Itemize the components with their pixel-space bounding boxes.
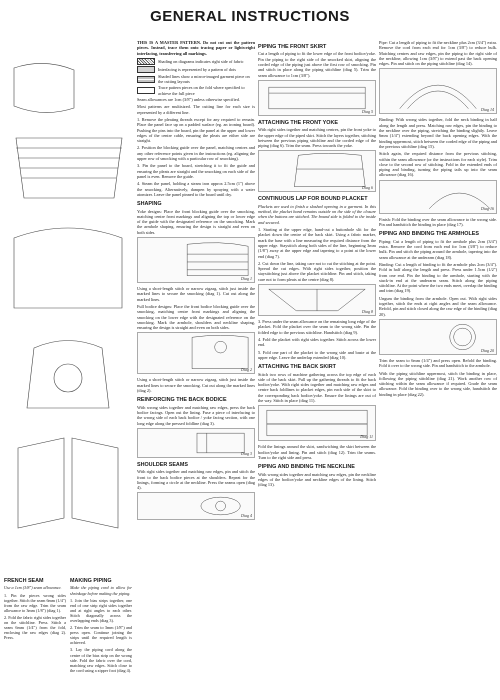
legend-row — [137, 74, 255, 85]
armhole-heading: PIPING AND BINDING THE ARMHOLES — [379, 231, 479, 238]
diagram-caption: Diag 2 — [241, 367, 252, 373]
diagram-11-svg — [259, 406, 375, 440]
diagram-caption: Diag 14 — [481, 107, 494, 113]
attaching-front-heading: ATTACHING THE FRONT YOKE — [258, 119, 338, 126]
placket-text-3: 3. Press under the seam allowance on the remaining long edge of the placket. Fold the placket over the seam to the wrong side. Pin the folded edge to the previous stitchline. Handstitch (diag 9). — [258, 319, 377, 335]
neckline-text: With wrong sides together and matching raw edges, pin the neckline edges of the bodice/yoke and neckline edges of the lining. Stitch (diag 13). — [258, 471, 376, 488]
diagram-caption: Diag 5 — [362, 108, 373, 114]
placket-text-4: 4. Fold the placket with right sides together. Stitch across the lower end. — [258, 336, 376, 348]
diagram-16-svg — [380, 181, 496, 213]
bottom-left-columns — [4, 574, 132, 675]
armhole-text-4: With the piping stitchline uppermost, stitch the binding in place, following the piping stitchline (diag 21). Work another row of stitching within the seam allowance if required. Grade the seam allowance. Fold the binding over to the wrong side, handstitch the binding in place (diag 22). — [379, 370, 497, 397]
piping-neck-text: Pipe: Cut a length of piping to fit the neckline plus 2cm (3/4") extra. Remove the cord from each end for 1cm (3/8") to reduce bulk. Matching centres and raw edges, pin the piping to the right side of the neckline, allowing 1cm (3/8") to extend past the back opening edges. Pin and stitch on the piping stitchline (diag 14). — [379, 40, 497, 67]
diagram-11 — [258, 405, 376, 441]
step-2: 2. Position the blocking guide over the panel, matching centres and any other reference points given in the instructions (eg. aligning the upper row of smocking with a particular row of smocking). — [137, 145, 255, 162]
diagram-caption: Diag 6 — [362, 185, 373, 191]
diagram-2 — [137, 332, 255, 374]
armhole-binding: Binding: Cut a length of binding to fit the armhole plus 2cm (3/4"). Fold in half along the length and press. Press under 1.5cm (1/2") from one end. Pin the binding to the armhole, starting with the stuck-in end at the underarm seam. Stitch along the piping stitchline. At the point where the two ends meet, overlap the binding and trim (diag 19). — [379, 261, 497, 294]
attaching-front-text: With right sides together and matching centres, pin the front yoke to the upper edge of the piped skirt. Stitch the layers together, stitching between the previous piping stitchline and the corded edge of the piping (diag 6). Trim the seam. Press towards the yoke. — [258, 127, 376, 149]
legend-row — [137, 66, 255, 73]
attaching-back-heading: ATTACHING THE BACK SKIRT — [258, 364, 336, 371]
diagram-caption: Diag 1 — [241, 275, 252, 281]
diagram-5-svg — [259, 81, 375, 115]
diagram-3-svg — [138, 429, 254, 457]
attaching-back-text: Stitch two rows of machine gathering across the top edge of each side of the back skirt. Pull up the gathering threads to fit the back bodice/yoke. With right sides together and matching raw edges and centre back foldlines to placket edges, pin each side of the skirt to the corresponding back bodice/yoke. Ensure the linings are out of the way. Stitch in place (diag 11). — [258, 371, 376, 404]
shoulder-text: With right sides together and matching raw edges, pin and stitch the front to the back bodice pieces at the shoulders. Repeat for the linings, forming a circle at the neckline. Press the seams open (diag 4). — [137, 469, 255, 491]
full-bodice-text-2: Using a short-length stitch or narrow zigzag, stitch just inside the marked lines to secure the smocking. Cut out along the marked lines (diag 2). — [137, 377, 255, 393]
diagram-caption: Diag 16 — [481, 206, 494, 212]
diagram-14-svg — [380, 69, 496, 113]
french-seam-text: 1. Pin the pieces wrong sides together. Stitch the seam 6mm (1/4") from the raw edge. Trim the seam allowance to 3mm (1/8") (diag 1). — [4, 592, 66, 613]
piping-front-text: Cut a length of piping to fit the lower edge of the front bodice/yoke. Pin the piping to the right side of the smocked skirt, aligning the corded edge of the piping just above the first row of smocking. Pin and stitch in place along the piping stitchline (diag 5). Trim the seam allowance to 1cm (3/8"). — [258, 51, 376, 78]
column-3 — [379, 40, 497, 399]
reinforce-heading: REINFORCING THE BACK BODICE — [137, 397, 227, 404]
diagram-4 — [137, 492, 255, 520]
step-4: 4. Steam the panel, holding a steam iron approx 2.5cm (1") above the smocking. Alternatively, dampen by spraying with a water atomizer. Leave the panel pinned to the board until dry. — [137, 181, 255, 197]
smocked-panel — [14, 228, 122, 308]
diagram-5 — [258, 80, 376, 116]
diagram-16 — [379, 180, 497, 214]
shaping-heading: SHAPING — [137, 201, 162, 208]
diagram-20 — [379, 319, 497, 355]
diagram-6-svg — [259, 151, 375, 191]
diagram-14 — [379, 68, 497, 114]
bottom-left-section — [4, 574, 132, 675]
full-bodice-text: Full bodice designs: Place the front bodice blocking guide over the smocking, matching centre front markings and aligning the smocking on the lower edge with the designated reference on the smocking. Mark the armhole, shoulders and neckline shaping, ensuring the design is straight and even on both sides. — [137, 303, 255, 331]
french-seam-text-2: 2. Fold the fabric right sides together on the stitchline. Press. Stitch a seam 6mm (1/4") from the fold, enclosing the raw edges (diag 2). Press. — [4, 614, 66, 641]
making-piping-heading: MAKING PIPING — [70, 578, 112, 584]
left-illustrations-svg — [4, 48, 132, 568]
back-bodice-left — [18, 438, 64, 528]
master-pattern-intro: THIS IS A MASTER PATTERN. Do not cut out the pattern pieces. Instead, trace them onto tracing paper or lightweight interfacing, transferring all markings. — [137, 40, 255, 56]
piping-front-heading: PIPING THE FRONT SKIRT — [258, 44, 327, 50]
diagram-20-svg — [380, 320, 496, 354]
binding-text-3: Finish: Fold the binding over the seam allowance to the wrong side. Pin and handstitch the binding in place (diag 17). — [379, 216, 497, 228]
placket-text-5: 5. Fold one part of the placket to the wrong side and baste at the upper edge. Leave the underlap extended (diag 10). — [258, 349, 376, 360]
bodice-shape-1 — [14, 63, 74, 112]
making-piping-text-2: 2. Trim the seam to 3mm (1/8") and press open. Continue joining the strips until the required length is achieved. — [70, 625, 132, 646]
binding-text-2: Stitch again, the required distance from the previous stitching, within the seam allowance (or the instructions for each style). Trim close to the second row of stitching. Fold in the extended ends of piping and binding, turning the piping tails up into the seam allowance (diag 16). — [379, 151, 497, 178]
attaching-back-text-2: Fold the linings around the skirt, sandwiching the skirt between the bodice/yoke and lining. Pin and stitch (diag 12). Trim the seams. Turn to the right side and press. — [258, 444, 376, 460]
diagram-6 — [258, 150, 376, 192]
legend — [137, 58, 255, 96]
left-illustrations — [4, 48, 132, 568]
making-piping-sub: Make the piping cord to allow for shrinkage before making the piping. — [70, 585, 132, 596]
french-seam-sub: Use a 1cm (3/8") seam allowance. — [4, 585, 62, 591]
diagram-1 — [137, 237, 255, 283]
binding-text: Binding: With wrong sides together, fold the neck binding in half along the length and press. Matching raw edges, pin the binding to the neckline over the piping, stretching the binding slightly. Leave 6mm (1/4") extending beyond the back opening edges. With the binding uppermost, stitch between the corded edge of the piping and the previous stitchline (diag 15). — [379, 117, 497, 149]
legend-label: Shading on diagrams indicates right side of fabric — [158, 58, 244, 64]
diagram-caption: Diag 3 — [241, 450, 252, 456]
diagram-2-svg — [138, 333, 254, 373]
column-2 — [258, 40, 376, 490]
french-seam-heading: FRENCH SEAM — [4, 578, 44, 584]
making-piping-box — [70, 574, 132, 675]
legend-row — [137, 58, 255, 65]
legend-swatch-lines — [137, 76, 155, 83]
multisize-note: Most patterns are multisized. The cutting line for each size is represented by a different line. — [137, 104, 255, 115]
page-title: GENERAL INSTRUCTIONS — [150, 8, 350, 25]
legend-swatch-dot — [137, 66, 155, 73]
legend-swatch-hatch — [137, 58, 155, 65]
armhole-text-2: Ungum the binding from the armhole. Open out. With right sides together, stitch the ends at right angles and the seam allowance. Refold, pin and stitch closed along the raw edge of the binding (diag 20). — [379, 295, 497, 317]
diagram-8-svg — [259, 285, 375, 315]
diagram-8 — [258, 284, 376, 316]
legend-label: Shaded lines show a mirror-imaged garment piece on the cutting layouts — [158, 73, 250, 85]
placket-heading: CONTINUOUS LAP FOR BOUND PLACKET — [258, 196, 368, 203]
placket-text-2: 2. Cut down the line, taking care not to cut the stitching at the point. Spread the cut edges. With right sides together, position the staystitching just above the placket stitchline. Pin and stitch, taking care not to form pleats at the centre (diag 8). — [258, 260, 376, 282]
armhole-text: Piping: Cut a length of piping to fit the armhole plus 2cm (3/4") extra. Remove the cord from each end for 1cm (3/8") to reduce bulk. Pin and stitch the piping around the armhole, tapering into the seam allowance at the underarm (diag 18). — [379, 238, 497, 260]
bodice-front — [27, 341, 109, 409]
seam-note: Seam allowances are 1cm (3/8") unless otherwise specified. — [137, 97, 240, 103]
diagram-caption: Diag 4 — [241, 513, 252, 519]
back-bodice-right — [72, 438, 118, 528]
diagram-caption: Diag 8 — [362, 308, 373, 314]
neckline-heading: PIPING AND BINDING THE NECKLINE — [258, 464, 355, 471]
reinforce-text: With wrong sides together and matching raw edges, press the back bodice facings. Open out the lining. Fuse a piece of interfacing to the wrong side of each back bodice / yoke facing section, with one long edge along the pressed foldline (diag 3). — [137, 404, 255, 426]
diagram-caption: Diag 11 — [360, 434, 373, 440]
diagram-3 — [137, 428, 255, 458]
french-seam-box — [4, 574, 66, 675]
diagram-4-svg — [138, 493, 254, 519]
placket-text: 1. Starting at the upper edge, hand-cut a buttonhole slit for the placket down the centre of the back skirt. Using a fabric marker, mark the base with a line measuring the required distance from the upper edge. Staystitch along both sides of the line, beginning 3mm (1/8") away at the upper edge and tapering to a point at the lower end (diag 7). — [258, 227, 376, 259]
step-1: 1. Remove the pleating threads except for any required to remain. Place the panel face up on a padded surface (eg. an ironing board). Pushing the pins into the board, pin the panel at the upper and lower edges of the centre cable, ensuring the pleats are either side are straight. — [137, 116, 255, 144]
legend-label: Interfacing is represented by a pattern of dots — [158, 66, 236, 72]
shaping-text: Yoke designs: Place the front blocking guide over the smocking, matching centre front markings and aligning the top or lower edge of the guide with the designated reference on the smocking. Mark the armhole shaping, ensuring the design is straight and even on both sides. — [137, 208, 255, 235]
placket-intro: Plackets are used to finish a slashed opening in a garment. In this method, the placket band remains outside on the side of the closure when the buttons are stitched. The bound side is folded to the inside and secured. — [258, 203, 376, 225]
armhole-text-3: Trim the seam to 6mm (1/4") and press open. Refold the binding. Fold it over to the wrong side. Pin and handstitch to the armhole. — [379, 357, 497, 369]
diagram-caption: Diag 20 — [481, 347, 494, 353]
step-3: 3. Pin the panel to the board, stretching it to fit the guide and ensuring the pleats are straight and the smocking on each side of the panel is even. Remove the guide. — [137, 163, 255, 179]
column-1 — [137, 40, 255, 523]
legend-label: Trace pattern pieces on the fold where specified to achieve the full piece — [158, 85, 245, 96]
shoulder-heading: SHOULDER SEAMS — [137, 461, 188, 468]
making-piping-text: 1. Join the bias strips together, one end of one strip right sides together and at right angles to each other. Stitch diagonally across the overlapping ends (diag 3). — [70, 597, 132, 623]
making-piping-text-3: 3. Lay the piping cord along the centre of the bias strip on the wrong side. Fold the fabric over the cord, matching raw edges. Stitch close to the cord using a zipper foot (diag 4). — [70, 647, 132, 673]
diagram-1-svg — [138, 238, 254, 282]
legend-row — [137, 85, 255, 96]
legend-swatch-fold — [137, 87, 155, 94]
shaping-text-2: Using a short-length stitch or narrow zigzag, stitch just inside the marked lines to secure the smocking (diag 1). Cut out along the marked lines. — [137, 286, 255, 302]
